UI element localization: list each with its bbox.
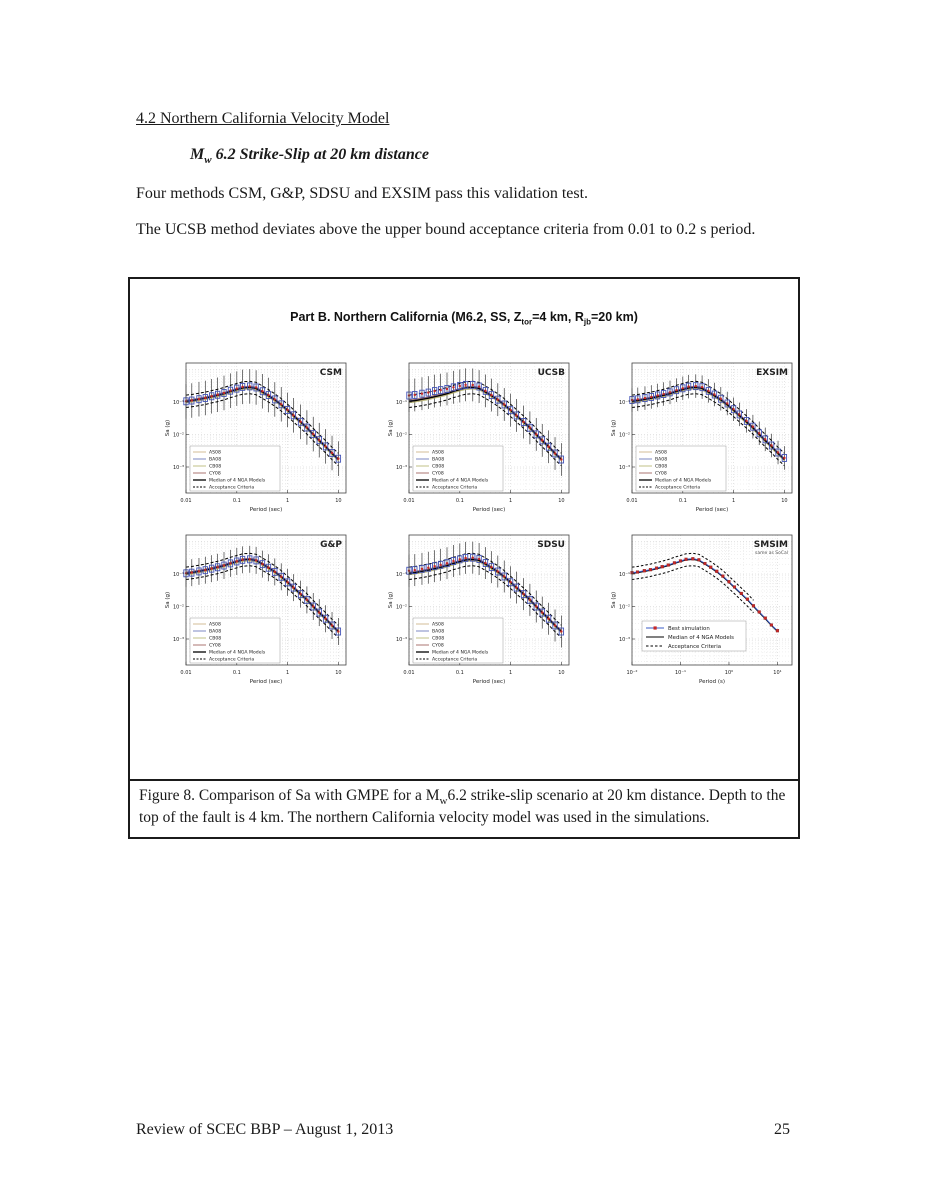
svg-text:10: 10	[335, 498, 342, 504]
svg-text:0.01: 0.01	[403, 498, 415, 504]
plot-canvas	[160, 529, 360, 699]
svg-text:0.1: 0.1	[455, 670, 464, 676]
svg-text:CY08: CY08	[432, 471, 444, 477]
svg-text:SDSU: SDSU	[537, 540, 565, 550]
svg-text:0.01: 0.01	[180, 498, 192, 504]
footer-title: Review of SCEC BBP – August 1, 2013	[136, 1121, 394, 1138]
svg-text:Acceptance Criteria: Acceptance Criteria	[209, 657, 255, 663]
svg-text:AS08: AS08	[432, 450, 444, 456]
svg-text:AS08: AS08	[209, 450, 221, 456]
svg-text:Period (sec): Period (sec)	[472, 507, 506, 513]
figure-title	[130, 310, 798, 327]
svg-text:10⁻²: 10⁻²	[618, 604, 630, 611]
plot-canvas	[606, 529, 806, 699]
svg-text:10⁻¹: 10⁻¹	[395, 571, 407, 578]
paragraph-1: Four methods CSM, G&P, SDSU and EXSIM pass this validation test.	[136, 185, 589, 202]
svg-text:Acceptance Criteria: Acceptance Criteria	[655, 485, 701, 491]
svg-text:BA08: BA08	[209, 457, 222, 463]
svg-text:Median of 4 NGA Models: Median of 4 NGA Models	[655, 478, 712, 484]
svg-text:10¹: 10¹	[773, 670, 782, 676]
svg-text:Median of 4 NGA Models: Median of 4 NGA Models	[432, 650, 489, 656]
svg-text:Acceptance Criteria: Acceptance Criteria	[668, 643, 722, 650]
figure-title-sub-jb: jb	[583, 317, 591, 327]
svg-text:AS08: AS08	[655, 450, 667, 456]
caption-text: Figure 8. Comparison of Sa with GMPE for a M	[139, 787, 440, 804]
svg-text:UCSB: UCSB	[537, 368, 565, 378]
svg-text:0.01: 0.01	[403, 670, 415, 676]
svg-text:CB08: CB08	[432, 636, 445, 642]
svg-text:G&P: G&P	[320, 540, 342, 550]
svg-text:0.01: 0.01	[626, 498, 638, 504]
svg-text:BA08: BA08	[432, 629, 445, 635]
subplot-smsim	[606, 529, 806, 699]
subheading-subscript: w	[204, 154, 212, 167]
svg-text:CB08: CB08	[209, 636, 222, 642]
figure-caption	[128, 779, 800, 839]
svg-text:10⁻³: 10⁻³	[618, 636, 630, 643]
subplot-exsim	[606, 357, 806, 527]
svg-text:10⁻³: 10⁻³	[172, 464, 184, 471]
figure-title-text3: =20 km)	[590, 310, 638, 324]
svg-text:AS08: AS08	[432, 622, 444, 628]
svg-text:Sa (g): Sa (g)	[388, 591, 394, 609]
subplot-gp	[160, 529, 360, 699]
subsection-heading	[190, 146, 429, 166]
figure-title-text: Part B. Northern California (M6.2, SS, Z	[290, 310, 522, 324]
svg-text:CSM: CSM	[319, 368, 342, 378]
svg-text:Acceptance Criteria: Acceptance Criteria	[209, 485, 255, 491]
svg-text:BA08: BA08	[655, 457, 668, 463]
svg-text:1: 1	[508, 670, 513, 676]
svg-text:10⁻²: 10⁻²	[626, 670, 638, 676]
figure-title-sub-tor: tor	[521, 317, 533, 327]
svg-text:Median of 4 NGA Models: Median of 4 NGA Models	[209, 478, 266, 484]
svg-text:Sa (g): Sa (g)	[165, 591, 171, 609]
svg-text:10⁰: 10⁰	[724, 670, 734, 676]
svg-text:1: 1	[285, 498, 290, 504]
svg-text:10: 10	[781, 498, 788, 504]
figure-title-text2: =4 km, R	[532, 310, 584, 324]
svg-text:10⁻³: 10⁻³	[172, 636, 184, 643]
plot-canvas	[383, 529, 583, 699]
page-footer	[136, 1121, 790, 1139]
paragraph-2: The UCSB method deviates above the upper bound acceptance criteria from 0.01 to 0.2 s period.	[136, 221, 756, 238]
svg-text:Acceptance Criteria: Acceptance Criteria	[432, 485, 478, 491]
svg-text:10: 10	[558, 498, 565, 504]
plot-canvas	[383, 357, 583, 527]
subplot-csm	[160, 357, 360, 527]
svg-text:Median of 4 NGA Models: Median of 4 NGA Models	[432, 478, 489, 484]
svg-text:Sa (g): Sa (g)	[388, 419, 394, 437]
caption-text-rest: 6.2 strike-slip scenario at 20 km distance. Depth to the top of the fault is 4 km. The northern California velocity model was used in the simulations.	[139, 787, 786, 827]
plot-canvas	[606, 357, 806, 527]
svg-text:Sa (g): Sa (g)	[611, 419, 617, 437]
plots-grid	[130, 357, 798, 707]
svg-text:10⁻¹: 10⁻¹	[172, 571, 184, 578]
subheading-text-rest: 6.2 Strike-Slip at 20 km distance	[211, 146, 429, 163]
svg-text:0.1: 0.1	[232, 670, 241, 676]
svg-text:10: 10	[558, 670, 565, 676]
svg-text:CB08: CB08	[655, 464, 668, 470]
svg-text:Best simulation: Best simulation	[668, 625, 710, 632]
svg-text:Acceptance Criteria: Acceptance Criteria	[432, 657, 478, 663]
plot-canvas	[160, 357, 360, 527]
svg-text:1: 1	[731, 498, 736, 504]
svg-text:AS08: AS08	[209, 622, 221, 628]
svg-text:1: 1	[508, 498, 513, 504]
svg-text:CY08: CY08	[655, 471, 667, 477]
svg-text:10⁻²: 10⁻²	[395, 604, 407, 611]
svg-text:0.01: 0.01	[180, 670, 192, 676]
svg-text:10⁻²: 10⁻²	[618, 432, 630, 439]
svg-text:0.1: 0.1	[678, 498, 687, 504]
svg-text:CB08: CB08	[209, 464, 222, 470]
svg-text:10⁻³: 10⁻³	[395, 636, 407, 643]
svg-text:Period (s): Period (s)	[698, 679, 726, 685]
svg-text:10⁻¹: 10⁻¹	[618, 571, 630, 578]
figure-8	[128, 277, 800, 781]
svg-text:Period (sec): Period (sec)	[695, 507, 729, 513]
subheading-text: M	[190, 146, 205, 163]
page-number: 25	[774, 1121, 790, 1138]
svg-text:Sa (g): Sa (g)	[165, 419, 171, 437]
svg-text:10⁻³: 10⁻³	[395, 464, 407, 471]
svg-text:10⁻³: 10⁻³	[618, 464, 630, 471]
svg-text:10⁻¹: 10⁻¹	[674, 670, 686, 676]
svg-text:1: 1	[285, 670, 290, 676]
svg-text:0.1: 0.1	[455, 498, 464, 504]
svg-text:SMSIM: SMSIM	[753, 540, 788, 550]
svg-text:10⁻¹: 10⁻¹	[618, 399, 630, 406]
svg-text:BA08: BA08	[209, 629, 222, 635]
caption-subscript: w	[439, 795, 448, 808]
subplot-sdsu	[383, 529, 583, 699]
svg-text:10⁻¹: 10⁻¹	[395, 399, 407, 406]
svg-text:CY08: CY08	[209, 471, 221, 477]
svg-text:10⁻²: 10⁻²	[172, 432, 184, 439]
subplot-ucsb	[383, 357, 583, 527]
svg-text:10⁻²: 10⁻²	[172, 604, 184, 611]
svg-text:10⁻²: 10⁻²	[395, 432, 407, 439]
svg-text:CY08: CY08	[209, 643, 221, 649]
svg-text:Sa (g): Sa (g)	[611, 591, 617, 609]
svg-text:Period (sec): Period (sec)	[249, 507, 283, 513]
svg-text:EXSIM: EXSIM	[756, 368, 788, 378]
svg-text:10⁻¹: 10⁻¹	[172, 399, 184, 406]
svg-text:Period (sec): Period (sec)	[249, 679, 283, 685]
svg-text:Median of 4 NGA Models: Median of 4 NGA Models	[209, 650, 266, 656]
svg-text:same as SoCal: same as SoCal	[755, 551, 788, 556]
svg-text:10: 10	[335, 670, 342, 676]
svg-text:BA08: BA08	[432, 457, 445, 463]
section-heading: 4.2 Northern California Velocity Model	[136, 110, 390, 127]
svg-text:CY08: CY08	[432, 643, 444, 649]
svg-text:CB08: CB08	[432, 464, 445, 470]
svg-text:Period (sec): Period (sec)	[472, 679, 506, 685]
svg-text:Median of 4 NGA Models: Median of 4 NGA Models	[668, 634, 734, 641]
svg-text:0.1: 0.1	[232, 498, 241, 504]
